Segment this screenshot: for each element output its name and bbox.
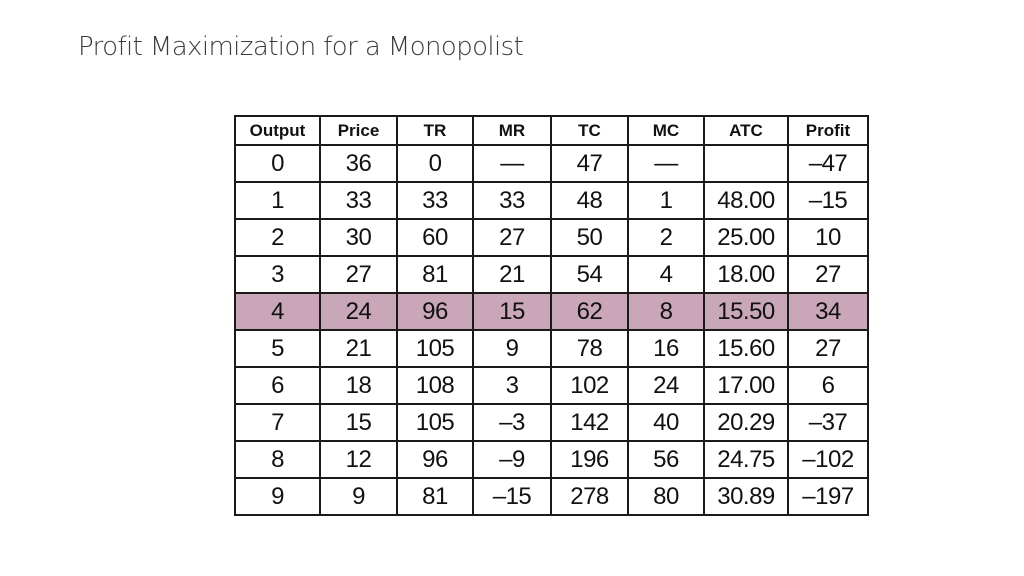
cell-tc: 50	[551, 219, 628, 256]
cell-output: 0	[235, 145, 320, 182]
cell-mr: –3	[473, 404, 551, 441]
cell-profit: 27	[788, 330, 868, 367]
cell-tr: 96	[397, 441, 473, 478]
cell-output: 3	[235, 256, 320, 293]
cell-mc: 2	[628, 219, 704, 256]
column-header-atc: ATC	[704, 116, 788, 145]
cell-tr: 33	[397, 182, 473, 219]
cell-output: 2	[235, 219, 320, 256]
cell-mc: 40	[628, 404, 704, 441]
cell-profit: –15	[788, 182, 868, 219]
cell-output: 9	[235, 478, 320, 515]
column-header-tr: TR	[397, 116, 473, 145]
cell-output: 7	[235, 404, 320, 441]
table-body	[235, 145, 868, 515]
table-row	[235, 256, 868, 293]
cell-atc: 20.29	[704, 404, 788, 441]
cell-mc: 4	[628, 256, 704, 293]
cell-tc: 142	[551, 404, 628, 441]
cell-tc: 62	[551, 293, 628, 330]
cell-tr: 96	[397, 293, 473, 330]
table-row	[235, 478, 868, 515]
cell-tc: 48	[551, 182, 628, 219]
cell-tc: 78	[551, 330, 628, 367]
cell-atc: 30.89	[704, 478, 788, 515]
cell-profit: –197	[788, 478, 868, 515]
cell-tc: 54	[551, 256, 628, 293]
table-header-row	[235, 116, 868, 145]
cell-tc: 196	[551, 441, 628, 478]
cell-tr: 105	[397, 330, 473, 367]
slide-title: Profit Maximization for a Monopolist	[78, 32, 524, 62]
cell-atc: 48.00	[704, 182, 788, 219]
cell-tr: 81	[397, 478, 473, 515]
cell-price: 18	[320, 367, 397, 404]
monopolist-profit-table	[234, 115, 869, 516]
cell-atc: 18.00	[704, 256, 788, 293]
cell-mr: 21	[473, 256, 551, 293]
table-row	[235, 219, 868, 256]
cell-tr: 60	[397, 219, 473, 256]
table-row	[235, 293, 868, 330]
cell-price: 15	[320, 404, 397, 441]
cell-price: 36	[320, 145, 397, 182]
table-row	[235, 145, 868, 182]
cell-atc	[704, 145, 788, 182]
cell-tr: 81	[397, 256, 473, 293]
cell-output: 5	[235, 330, 320, 367]
cell-price: 33	[320, 182, 397, 219]
cell-output: 8	[235, 441, 320, 478]
cell-profit: 27	[788, 256, 868, 293]
table-row	[235, 441, 868, 478]
cell-output: 1	[235, 182, 320, 219]
cell-price: 9	[320, 478, 397, 515]
cell-mc: 24	[628, 367, 704, 404]
cell-profit: –102	[788, 441, 868, 478]
cell-mc: 1	[628, 182, 704, 219]
cell-mr: 3	[473, 367, 551, 404]
cell-output: 4	[235, 293, 320, 330]
cell-price: 24	[320, 293, 397, 330]
cell-atc: 15.50	[704, 293, 788, 330]
table-row	[235, 404, 868, 441]
cell-profit: 34	[788, 293, 868, 330]
cell-profit: –37	[788, 404, 868, 441]
cell-mr: –9	[473, 441, 551, 478]
cell-tr: 105	[397, 404, 473, 441]
cell-mc: 80	[628, 478, 704, 515]
cell-atc: 24.75	[704, 441, 788, 478]
cell-atc: 17.00	[704, 367, 788, 404]
cell-mc: 16	[628, 330, 704, 367]
cell-price: 30	[320, 219, 397, 256]
cell-tc: 47	[551, 145, 628, 182]
cell-mr: 9	[473, 330, 551, 367]
cell-mc: 56	[628, 441, 704, 478]
table-row	[235, 182, 868, 219]
table-row	[235, 367, 868, 404]
cell-price: 12	[320, 441, 397, 478]
cell-tc: 102	[551, 367, 628, 404]
cell-mr: 15	[473, 293, 551, 330]
cell-price: 21	[320, 330, 397, 367]
column-header-tc: TC	[551, 116, 628, 145]
cell-profit: –47	[788, 145, 868, 182]
cell-mc: 8	[628, 293, 704, 330]
column-header-output: Output	[235, 116, 320, 145]
cell-atc: 15.60	[704, 330, 788, 367]
cell-tc: 278	[551, 478, 628, 515]
cell-atc: 25.00	[704, 219, 788, 256]
column-header-price: Price	[320, 116, 397, 145]
cell-mr: —	[473, 145, 551, 182]
column-header-mc: MC	[628, 116, 704, 145]
column-header-mr: MR	[473, 116, 551, 145]
cell-output: 6	[235, 367, 320, 404]
table-row	[235, 330, 868, 367]
cell-tr: 0	[397, 145, 473, 182]
cell-mr: 27	[473, 219, 551, 256]
column-header-profit: Profit	[788, 116, 868, 145]
cell-profit: 6	[788, 367, 868, 404]
cell-price: 27	[320, 256, 397, 293]
cell-mr: 33	[473, 182, 551, 219]
cell-mr: –15	[473, 478, 551, 515]
cell-profit: 10	[788, 219, 868, 256]
cell-tr: 108	[397, 367, 473, 404]
cell-mc: —	[628, 145, 704, 182]
